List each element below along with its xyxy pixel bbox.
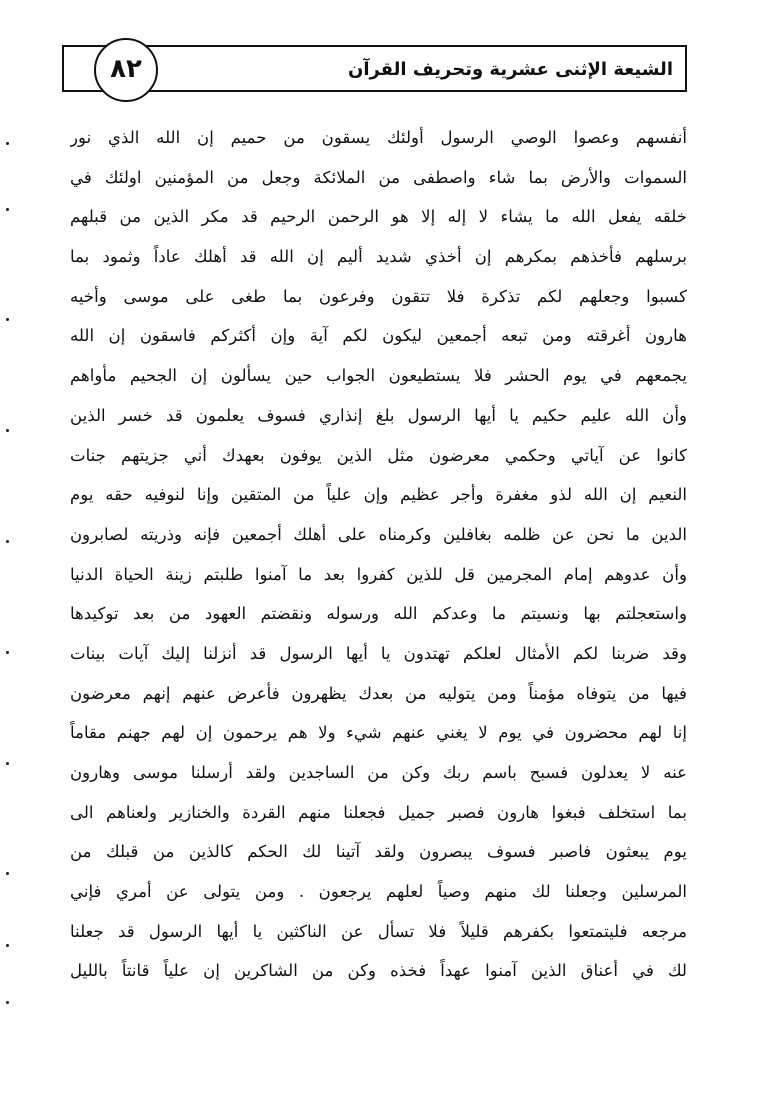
text-line: يجمعهم في يوم الحشر فلا يستطيعون الجواب حين يسألون إن الجحيم مأواهم <box>70 366 687 386</box>
text-line: لك في أعناق الذين آمنوا عهداً فخذه وكن من الشاكرين إن علياً قانتاً بالليل <box>70 961 687 981</box>
text-line: وأن الله عليم حكيم يا أيها الرسول بلغ إنذاري فسوف يعلمون قد خسر الذين <box>70 405 687 425</box>
text-line: إنا لهم محضرون في يوم لا يغني عنهم شيء ولا هم يرحمون إن لهم جهنم مقاماً <box>70 723 687 743</box>
scan-speck <box>6 651 9 654</box>
text-line: المرسلين وجعلنا لك منهم وصياً لعلهم يرجعون . ومن يتولى عن أمري فإني <box>70 882 687 902</box>
text-line: وأن عدوهم إمام المجرمين قل للذين كفروا بعد ما آمنوا طلبتم زينة الحياة الدنيا <box>70 564 687 584</box>
scan-speck <box>6 142 9 145</box>
text-line: النعيم إن الله لذو مغفرة وأجر عظيم وإن علياً من المتقين وإنا لنوفيه حقه يوم <box>70 485 687 505</box>
scan-speck <box>6 208 9 211</box>
text-line: فيها من يتوفاه مؤمناً ومن يتوليه من بعدك يظهرون فأعرض عنهم إنهم معرضون <box>70 683 687 703</box>
text-line: واستعجلتم بها ونسيتم ما وعدكم الله ورسوله ونقضتم العهود من بعد توكيدها <box>70 604 687 624</box>
text-line: وقد ضربنا لكم الأمثال لعلكم تهتدون يا أيها الرسول قد أنزلنا إليك آيات بينات <box>70 643 687 663</box>
text-line: كسبوا وجعلهم لكم تذكرة فلا تتقون وفرعون بما طغى على موسى وأخيه <box>70 286 687 306</box>
page-number: ٨٢ <box>94 38 158 102</box>
text-line: الدين ما نحن عن ظلمه بغافلين وكرمناه على أهلك أجمعين فإنه وذريته لصابرون <box>70 524 687 544</box>
text-line: السموات والأرض بما شاء واصطفى من الملائكة وجعل من المؤمنين اولئك في <box>70 167 687 187</box>
scan-speck <box>6 872 9 875</box>
running-header-title: الشيعة الإثنى عشرية وتحريف القرآن <box>347 59 673 80</box>
text-line: برسلهم فأخذهم بمكرهم إن أخذي شديد أليم إن الله قد أهلك عاداً وثمود بما <box>70 247 687 267</box>
text-line: هارون أغرقته ومن تبعه أجمعين ليكون لكم آية وإن أكثركم فاسقون إن الله <box>70 326 687 346</box>
text-line: يوم يبعثون فاصبر فسوف يبصرون ولقد آتينا لك الحكم كالذين من قبلك من <box>70 842 687 862</box>
text-line: عنه لا يعدلون فسبح باسم ربك وكن من الساجدين ولقد أرسلنا موسى وهارون <box>70 763 687 782</box>
scan-speck <box>6 318 9 321</box>
scan-speck <box>6 429 9 432</box>
body-text <box>70 118 687 991</box>
scan-speck <box>6 944 9 947</box>
scan-speck <box>6 540 9 543</box>
scan-speck <box>6 762 9 765</box>
text-line: مرجعه فليتمتعوا بكفرهم قليلاً فلا تسأل عن الناكثين يا أيها الرسول قد جعلنا <box>70 921 687 941</box>
text-line: أنفسهم وعصوا الوصي الرسول أولئك يسقون من حميم إن الله الذي نور <box>70 128 687 147</box>
text-line: بما استخلف فبغوا هارون فصبر جميل فجعلنا منهم القردة والخنازير ولعناهم الى <box>70 802 687 822</box>
text-line: كانوا عن آياتي وحكمي معرضون مثل الذين يوفون بعهدك أني جزيتهم جنات <box>70 445 687 465</box>
text-line: خلقه يفعل الله ما يشاء لا إله إلا هو الرحمن الرحيم قد مكر الذين من قبلهم <box>70 207 687 227</box>
scan-speck <box>6 1001 9 1004</box>
